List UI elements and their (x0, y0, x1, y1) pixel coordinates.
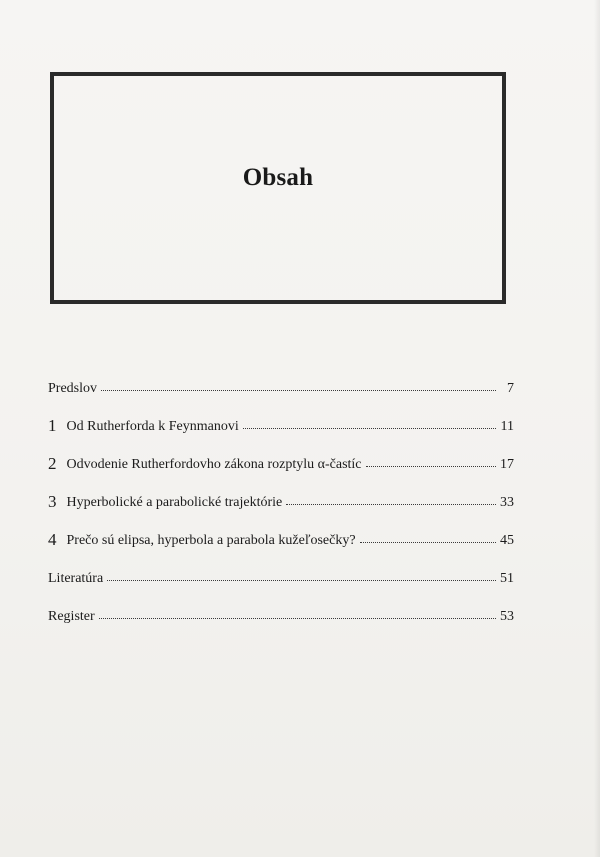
toc-leader-dots (101, 390, 496, 391)
toc-entry-label: Od Rutherforda k Feynmanovi (66, 419, 239, 434)
toc-entry-page: 17 (500, 457, 514, 472)
toc-entry-number: 4 (48, 530, 57, 549)
toc-entry-number: 1 (48, 416, 57, 435)
toc-entry-predslov (48, 358, 514, 396)
toc-entry-literatura (48, 548, 514, 586)
toc-entry-chapter-2 (48, 434, 514, 472)
toc-entry-chapter-1 (48, 396, 514, 434)
title-frame (50, 72, 506, 304)
toc-entry-label: Prečo sú elipsa, hyperbola a parabola kužeľosečky? (66, 533, 356, 548)
toc-leader-dots (286, 504, 496, 505)
toc-entry-chapter-3 (48, 472, 514, 510)
toc-entry-page: 51 (500, 571, 514, 586)
toc-entry-page: 7 (507, 381, 514, 396)
toc-entry-number: 2 (48, 454, 57, 473)
toc-entry-register (48, 586, 514, 624)
toc-entry-label: Odvodenie Rutherfordovho zákona rozptylu α-častíc (66, 457, 362, 472)
toc-leader-dots (107, 580, 496, 581)
toc-leader-dots (99, 618, 496, 619)
toc-entry-label: Literatúra (48, 571, 104, 586)
toc-entry-page: 33 (500, 495, 514, 510)
toc-entry-page: 53 (500, 609, 514, 624)
toc-entry-label: Hyperbolické a parabolické trajektórie (66, 495, 283, 510)
toc-entry-chapter-4 (48, 510, 514, 548)
table-of-contents (48, 358, 514, 624)
page-title: Obsah (242, 164, 314, 191)
toc-leader-dots (366, 466, 496, 467)
toc-leader-dots (243, 428, 496, 429)
toc-entry-page: 11 (500, 419, 514, 434)
toc-entry-number: 3 (48, 492, 57, 511)
toc-entry-label: Predslov (48, 381, 97, 396)
toc-leader-dots (360, 542, 496, 543)
toc-entry-page: 45 (500, 533, 514, 548)
toc-entry-label: Register (48, 609, 95, 624)
page-edge-shadow (594, 0, 600, 857)
